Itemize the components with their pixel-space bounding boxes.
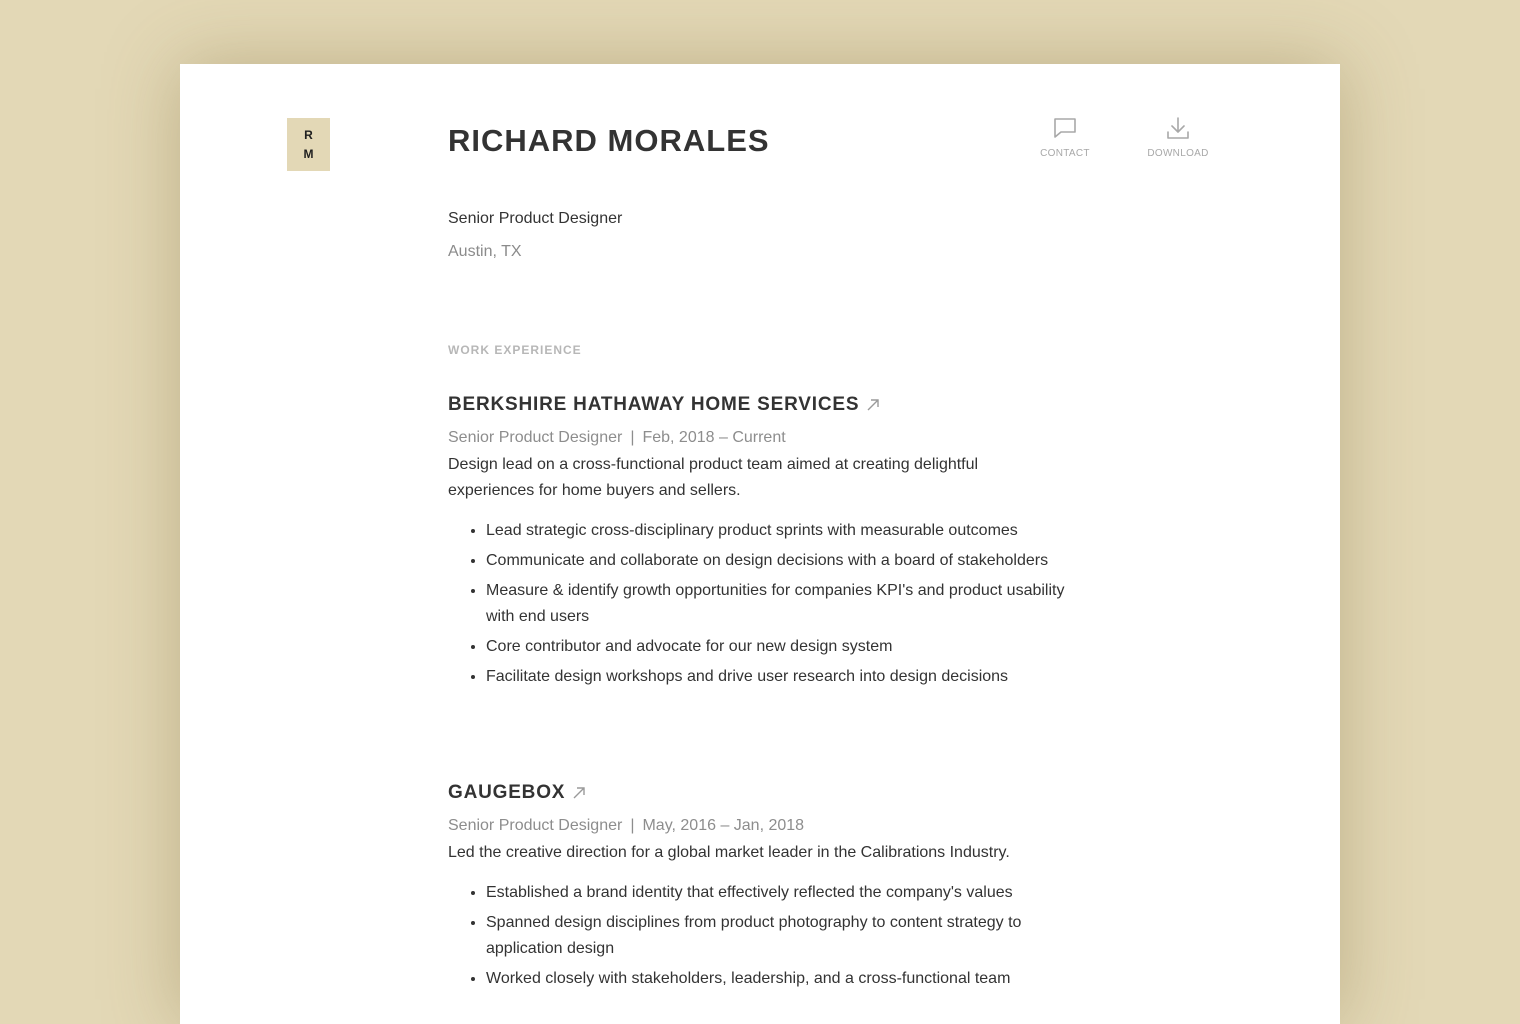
job-bullets xyxy=(448,880,1068,992)
job-bullet: • Communicate and collaborate on design decisions with a board of stakeholders xyxy=(486,548,1068,574)
monogram-line-2: M xyxy=(303,146,314,161)
monogram-line-1: R xyxy=(304,127,313,142)
external-link-arrow-icon xyxy=(572,786,586,800)
monogram-logo xyxy=(287,118,330,171)
resume-name: RICHARD MORALES xyxy=(448,123,770,158)
download-label: DOWNLOAD xyxy=(1147,148,1209,159)
job-bullet: • Lead strategic cross-disciplinary product sprints with measurable outcomes xyxy=(486,518,1068,544)
meta-separator: | xyxy=(630,817,635,834)
job-bullet: • Worked closely with stakeholders, leadership, and a cross-functional team xyxy=(486,966,1068,992)
company-name: BERKSHIRE HATHAWAY HOME SERVICES xyxy=(448,394,860,415)
job-bullets xyxy=(448,518,1068,690)
job-bullet: • Core contributor and advocate for our new design system xyxy=(486,634,1068,660)
job-bullet: • Facilitate design workshops and drive user research into design decisions xyxy=(486,664,1068,690)
job-dates: May, 2016 – Jan, 2018 xyxy=(642,817,805,834)
job-dates: Feb, 2018 – Current xyxy=(642,429,786,446)
job-role: Senior Product Designer xyxy=(448,817,623,834)
job-bullet: • Established a brand identity that effectively reflected the company's values xyxy=(486,880,1068,906)
job-description: Led the creative direction for a global market leader in the Calibrations Industry. xyxy=(448,844,1010,861)
job-meta xyxy=(448,426,1068,450)
download-button[interactable] xyxy=(1143,116,1213,159)
contact-button[interactable] xyxy=(1035,116,1095,159)
meta-separator: | xyxy=(630,429,635,446)
job-bullet: • Measure & identify growth opportunities for companies KPI's and product usability with end users xyxy=(486,578,1068,630)
chat-bubble-icon xyxy=(1052,116,1078,140)
job-entry xyxy=(448,779,1068,996)
job-title-headline: Senior Product Designer xyxy=(448,210,623,227)
job-bullet: • Spanned design disciplines from product photography to content strategy to application design xyxy=(486,910,1068,962)
job-meta xyxy=(448,814,1068,838)
job-entry xyxy=(448,391,1068,694)
section-heading-work-experience: WORK EXPERIENCE xyxy=(448,343,582,357)
company-link[interactable] xyxy=(448,779,1068,807)
company-name: GAUGEBOX xyxy=(448,782,566,803)
external-link-arrow-icon xyxy=(866,398,880,412)
company-link[interactable] xyxy=(448,391,1068,419)
resume-paper xyxy=(180,64,1340,1024)
contact-label: CONTACT xyxy=(1040,148,1090,159)
download-icon xyxy=(1165,116,1191,140)
job-role: Senior Product Designer xyxy=(448,429,623,446)
location-text: Austin, TX xyxy=(448,243,522,260)
job-description: Design lead on a cross-functional product team aimed at creating delightful experiences for home buyers and sellers. xyxy=(448,456,979,499)
